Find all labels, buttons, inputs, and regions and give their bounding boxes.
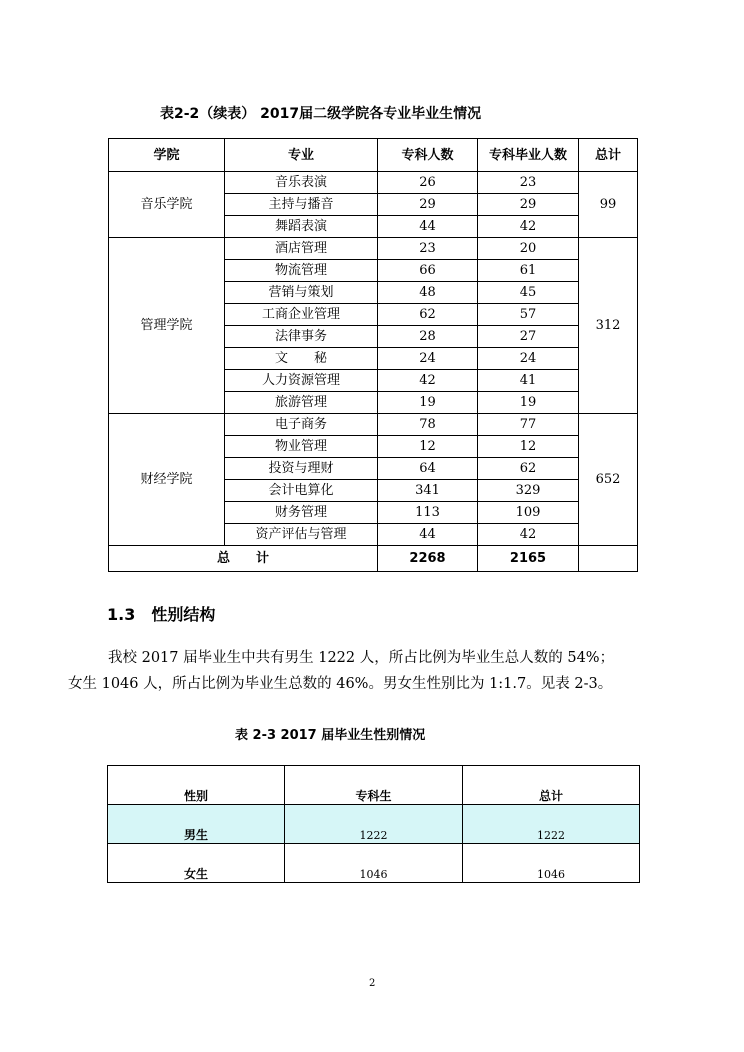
grads-cell: 61 xyxy=(478,260,579,282)
gender-header-cell: 总计 xyxy=(463,766,640,805)
table-header-row xyxy=(108,766,640,805)
count-cell: 44 xyxy=(378,524,478,546)
table-row xyxy=(109,414,638,436)
major-cell: 物流管理 xyxy=(225,260,378,282)
major-cell: 工商企业管理 xyxy=(225,304,378,326)
grads-cell: 20 xyxy=(478,238,579,260)
grads-cell: 45 xyxy=(478,282,579,304)
total-grads-cell: 2165 xyxy=(478,546,579,572)
count-cell: 12 xyxy=(378,436,478,458)
major-cell: 财务管理 xyxy=(225,502,378,524)
header-grads: 专科毕业人数 xyxy=(478,139,579,172)
section-paragraph xyxy=(108,646,708,671)
count-cell: 78 xyxy=(378,414,478,436)
total-cell: 1222 xyxy=(463,805,640,844)
gender-cell: 女生 xyxy=(108,844,285,883)
count-cell: 26 xyxy=(378,172,478,194)
grads-cell: 12 xyxy=(478,436,579,458)
major-cell: 法律事务 xyxy=(225,326,378,348)
paragraph-line-2: 女生 1046 人，所占比例为毕业生总数的 46%。男女生性别比为 1:1.7。见表 2-3。 xyxy=(68,676,613,692)
college-cell: 音乐学院 xyxy=(109,172,225,238)
count-cell: 1222 xyxy=(285,805,463,844)
college-total-cell: 312 xyxy=(579,238,638,414)
major-cell: 音乐表演 xyxy=(225,172,378,194)
header-major: 专业 xyxy=(225,139,378,172)
count-cell: 62 xyxy=(378,304,478,326)
grads-cell: 19 xyxy=(478,392,579,414)
table-header-row xyxy=(109,139,638,172)
total-total-cell xyxy=(579,546,638,572)
count-cell: 341 xyxy=(378,480,478,502)
total-label: 总 计 xyxy=(109,546,378,572)
major-cell: 人力资源管理 xyxy=(225,370,378,392)
section-heading: 1.3 性别结构 xyxy=(107,605,216,624)
page-number: 2 xyxy=(369,978,376,989)
table-row xyxy=(108,805,640,844)
major-cell: 酒店管理 xyxy=(225,238,378,260)
grads-cell: 42 xyxy=(478,524,579,546)
header-total: 总计 xyxy=(579,139,638,172)
table1-caption: 表2-2（续表） 2017届二级学院各专业毕业生情况 xyxy=(160,106,482,122)
count-cell: 28 xyxy=(378,326,478,348)
major-cell: 投资与理财 xyxy=(225,458,378,480)
major-cell: 物业管理 xyxy=(225,436,378,458)
total-row xyxy=(109,546,638,572)
grads-cell: 23 xyxy=(478,172,579,194)
college-total-cell: 652 xyxy=(579,414,638,546)
table-row xyxy=(109,172,638,194)
grads-cell: 29 xyxy=(478,194,579,216)
paragraph-line-1: 我校 2017 届毕业生中共有男生 1222 人，所占比例为毕业生总人数的 54%； xyxy=(108,650,615,666)
table2-caption: 表 2-3 2017 届毕业生性别情况 xyxy=(235,728,426,743)
grads-cell: 24 xyxy=(478,348,579,370)
count-cell: 19 xyxy=(378,392,478,414)
grads-cell: 109 xyxy=(478,502,579,524)
count-cell: 66 xyxy=(378,260,478,282)
count-cell: 23 xyxy=(378,238,478,260)
grads-cell: 62 xyxy=(478,458,579,480)
grads-cell: 42 xyxy=(478,216,579,238)
college-total-cell: 99 xyxy=(579,172,638,238)
major-cell: 会计电算化 xyxy=(225,480,378,502)
total-count-cell: 2268 xyxy=(378,546,478,572)
gender-header-cell: 性别 xyxy=(108,766,285,805)
total-cell: 1046 xyxy=(463,844,640,883)
count-cell: 113 xyxy=(378,502,478,524)
count-cell: 64 xyxy=(378,458,478,480)
count-cell: 24 xyxy=(378,348,478,370)
major-cell: 舞蹈表演 xyxy=(225,216,378,238)
grads-cell: 41 xyxy=(478,370,579,392)
grads-cell: 77 xyxy=(478,414,579,436)
graduates-by-major-table xyxy=(108,138,638,572)
gender-table xyxy=(107,765,640,883)
table-row xyxy=(108,844,640,883)
major-cell: 主持与播音 xyxy=(225,194,378,216)
count-cell: 1046 xyxy=(285,844,463,883)
major-cell: 电子商务 xyxy=(225,414,378,436)
grads-cell: 329 xyxy=(478,480,579,502)
count-cell: 29 xyxy=(378,194,478,216)
count-cell: 42 xyxy=(378,370,478,392)
grads-cell: 57 xyxy=(478,304,579,326)
count-cell: 44 xyxy=(378,216,478,238)
grads-cell: 27 xyxy=(478,326,579,348)
table-row xyxy=(109,238,638,260)
major-cell: 资产评估与管理 xyxy=(225,524,378,546)
gender-header-cell: 专科生 xyxy=(285,766,463,805)
major-cell: 文 秘 xyxy=(225,348,378,370)
header-count: 专科人数 xyxy=(378,139,478,172)
major-cell: 营销与策划 xyxy=(225,282,378,304)
major-cell: 旅游管理 xyxy=(225,392,378,414)
gender-cell: 男生 xyxy=(108,805,285,844)
college-cell: 管理学院 xyxy=(109,238,225,414)
count-cell: 48 xyxy=(378,282,478,304)
college-cell: 财经学院 xyxy=(109,414,225,546)
header-college: 学院 xyxy=(109,139,225,172)
